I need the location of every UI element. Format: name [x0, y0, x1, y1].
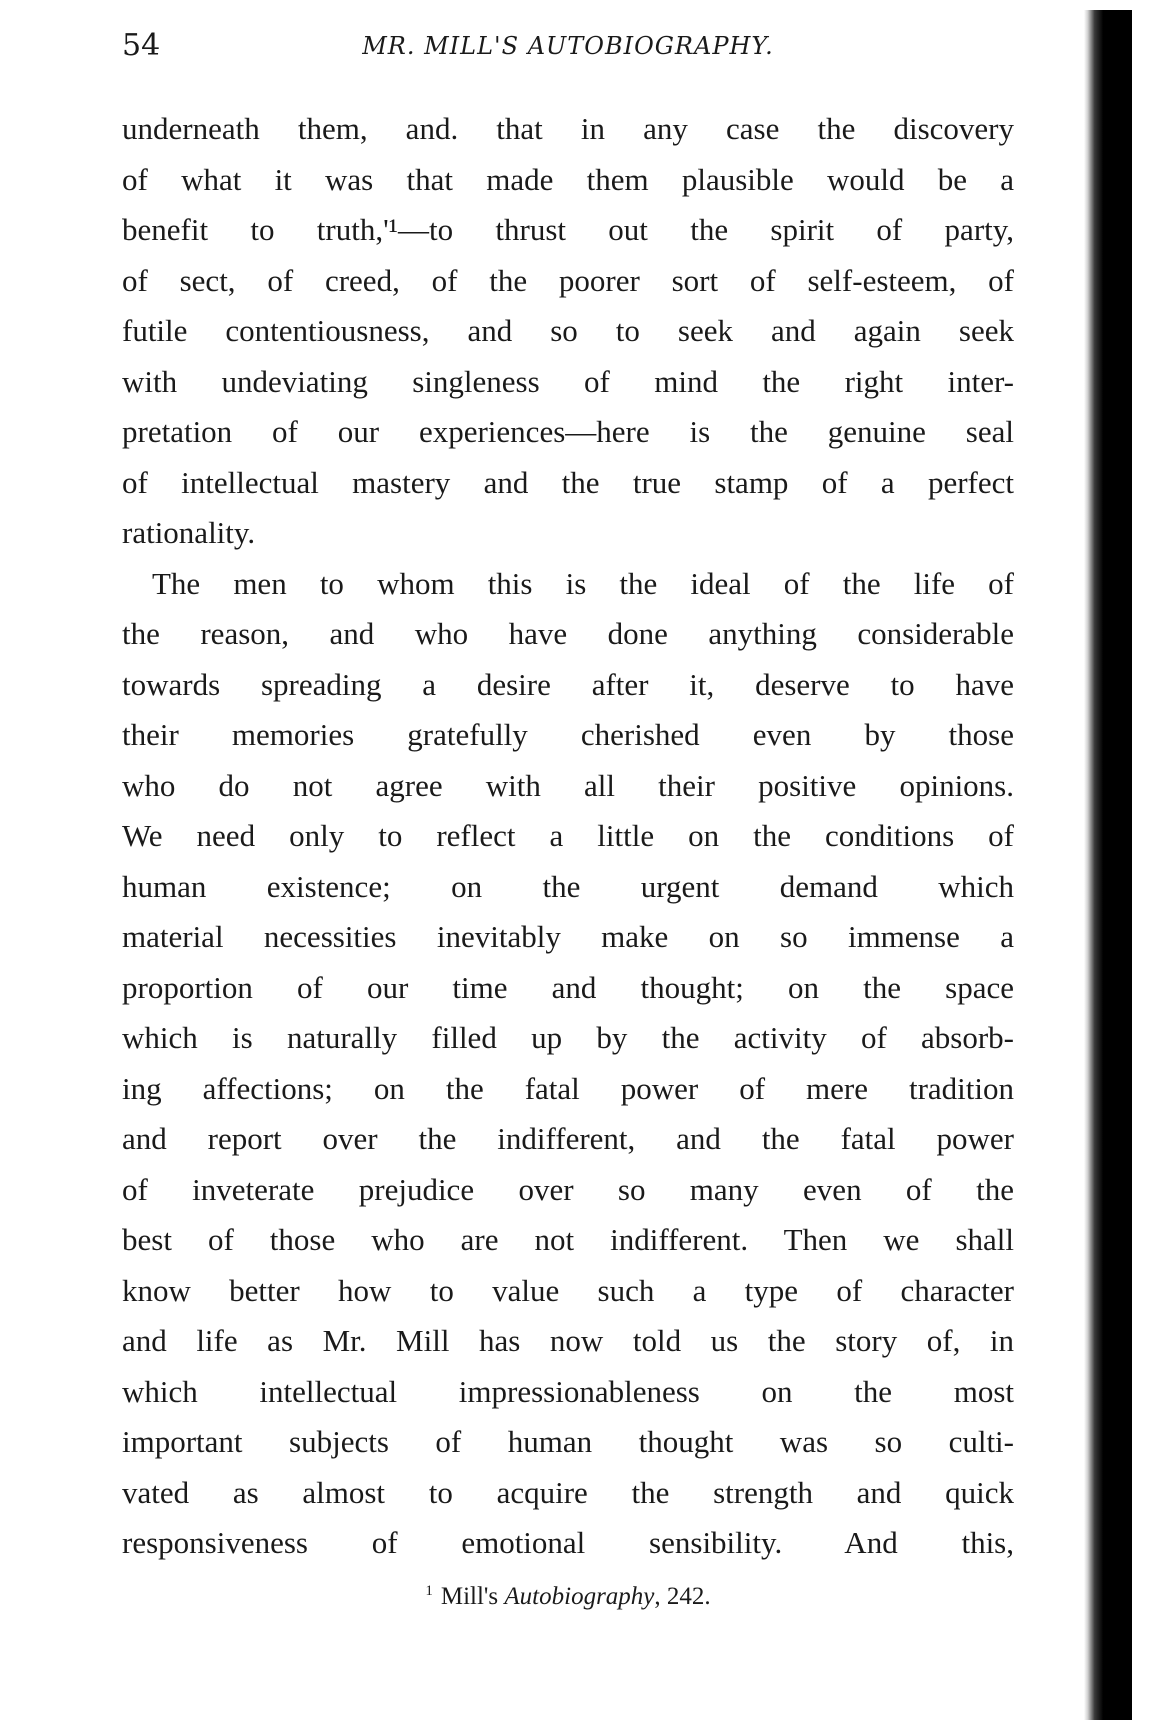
- footnote-page: , 242.: [654, 1583, 711, 1610]
- text-line: of inveterate prejudice over so many even of the: [122, 1171, 1014, 1207]
- text-line: the reason, and who have done anything considerable: [122, 616, 1014, 651]
- binding-shadow: [1084, 10, 1132, 1720]
- text-line: of what it was that made them plausible would be a: [122, 161, 1014, 197]
- text-line: and report over the indifferent, and the fatal power: [122, 1121, 1014, 1156]
- text-line: material necessities inevitably make on so immense a: [122, 919, 1014, 954]
- text-line: important subjects of human thought was so culti-: [122, 1424, 1014, 1459]
- text-line: ing affections; on the fatal power of mere tradition: [122, 1070, 1014, 1106]
- footnote-title: Autobiography: [504, 1583, 655, 1610]
- text-line: best of those who are not indifferent. Then we shall: [122, 1222, 1014, 1257]
- text-line: which is naturally filled up by the activity of absorb-: [122, 1020, 1014, 1055]
- text-line: underneath them, and. that in any case the discovery: [122, 111, 1014, 146]
- text-line: We need only to reflect a little on the conditions of: [122, 818, 1014, 853]
- text-line: know better how to value such a type of character: [122, 1272, 1014, 1308]
- text-line: human existence; on the urgent demand which: [122, 868, 1014, 904]
- text-line: which intellectual impressionableness on the most: [122, 1373, 1014, 1409]
- text-line: who do not agree with all their positive opinions.: [122, 767, 1014, 803]
- page-header: [122, 28, 1014, 68]
- text-line: pretation of our experiences—here is the genuine seal: [122, 414, 1014, 449]
- footnote-author: Mill's: [440, 1583, 499, 1610]
- text-line: with undeviating singleness of mind the right inter-: [122, 363, 1014, 399]
- page-number: 54: [122, 28, 161, 63]
- text-line: vated as almost to acquire the strength and quick: [122, 1474, 1014, 1510]
- text-line: The men to whom this is the ideal of the life of: [152, 565, 1014, 601]
- text-line: proportion of our time and thought; on the space: [122, 969, 1014, 1005]
- paragraph-1: [122, 104, 1014, 559]
- body-text: [122, 104, 1014, 1569]
- text-line: responsiveness of emotional sensibility. And this,: [122, 1525, 1014, 1560]
- footnote-marker: 1: [425, 1583, 433, 1599]
- text-line: rationality.: [122, 515, 256, 550]
- text-line: their memories gratefully cherished even by those: [122, 717, 1014, 752]
- text-line: of sect, of creed, of the poorer sort of self-esteem, of: [122, 262, 1014, 298]
- text-line: and life as Mr. Mill has now told us the story of, in: [122, 1323, 1014, 1358]
- paragraph-2: [122, 559, 1014, 1569]
- text-line: benefit to truth,'¹—to thrust out the spirit of party,: [122, 212, 1014, 247]
- text-line: futile contentiousness, and so to seek and again seek: [122, 313, 1014, 348]
- text-line: of intellectual mastery and the true stamp of a perfect: [122, 464, 1014, 500]
- text-line: towards spreading a desire after it, deserve to have: [122, 666, 1014, 702]
- footnote: [122, 1583, 1014, 1611]
- running-title: MR. MILL'S AUTOBIOGRAPHY.: [362, 32, 774, 60]
